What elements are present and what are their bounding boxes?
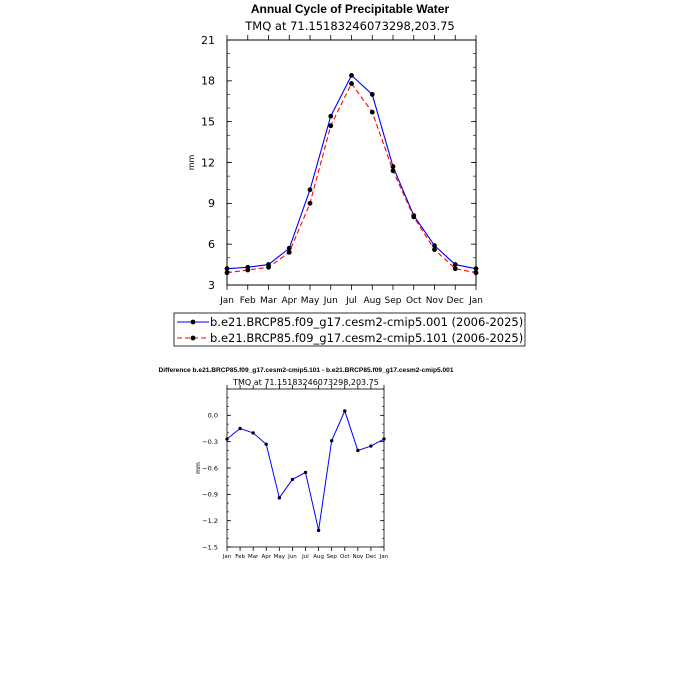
y-tick-label: −0.9 bbox=[202, 490, 218, 499]
x-tick-label: Feb bbox=[235, 554, 245, 560]
data-point-series-1 bbox=[453, 262, 458, 267]
data-point-series-2 bbox=[391, 168, 396, 173]
x-tick-label: Jan bbox=[379, 554, 389, 560]
x-tick-label: Dec bbox=[446, 296, 464, 306]
y-tick-label: −0.6 bbox=[202, 464, 218, 473]
data-point-series-1 bbox=[330, 439, 333, 442]
data-point-series-1 bbox=[225, 266, 230, 271]
x-tick-label: Aug bbox=[313, 554, 324, 560]
data-point-series-1 bbox=[356, 449, 359, 452]
data-point-series-1 bbox=[382, 437, 385, 440]
data-point-series-1 bbox=[251, 431, 254, 434]
data-point-series-2 bbox=[432, 247, 437, 252]
x-tick-label: Nov bbox=[425, 296, 444, 306]
x-tick-label: Nov bbox=[352, 554, 364, 560]
series-line-1 bbox=[227, 411, 384, 530]
x-tick-label: May bbox=[273, 554, 286, 560]
data-point-series-1 bbox=[343, 409, 346, 412]
y-tick-label: 18 bbox=[201, 74, 215, 88]
data-point-series-1 bbox=[304, 471, 307, 474]
x-tick-label: Mar bbox=[260, 296, 277, 306]
plot-frame bbox=[227, 389, 384, 547]
data-point-series-1 bbox=[474, 266, 479, 271]
data-point-series-2 bbox=[308, 201, 313, 206]
data-point-series-2 bbox=[245, 268, 250, 273]
data-point-series-1 bbox=[225, 437, 228, 440]
x-tick-label: Mar bbox=[247, 554, 259, 560]
main-chart-title: Annual Cycle of Precipitable Water bbox=[250, 2, 450, 16]
y-tick-label: 9 bbox=[208, 197, 215, 211]
x-tick-label: Jul bbox=[302, 554, 309, 560]
data-point-series-1 bbox=[238, 427, 241, 430]
data-point-series-1 bbox=[308, 187, 313, 192]
data-point-series-2 bbox=[328, 123, 333, 128]
y-tick-label: 6 bbox=[208, 238, 215, 252]
y-tick-label: 12 bbox=[201, 156, 215, 170]
x-tick-label: Aug bbox=[363, 296, 382, 306]
x-tick-label: Jun bbox=[323, 296, 338, 306]
data-point-series-1 bbox=[369, 444, 372, 447]
y-tick-label: 21 bbox=[201, 33, 215, 47]
legend-marker-series-2 bbox=[191, 336, 196, 341]
data-point-series-2 bbox=[287, 250, 292, 255]
data-point-series-2 bbox=[411, 215, 416, 220]
x-tick-label: Dec bbox=[365, 554, 377, 560]
main-plot-area bbox=[187, 34, 483, 306]
data-point-series-2 bbox=[225, 270, 230, 275]
data-point-series-1 bbox=[291, 478, 294, 481]
x-tick-label: Sep bbox=[326, 554, 337, 560]
y-tick-label: 0.0 bbox=[207, 411, 218, 420]
data-point-series-1 bbox=[370, 92, 375, 97]
x-tick-label: Feb bbox=[239, 296, 256, 306]
data-point-series-1 bbox=[328, 114, 333, 119]
x-tick-label: Jan bbox=[220, 296, 234, 306]
x-tick-label: Sep bbox=[384, 296, 402, 306]
x-tick-label: May bbox=[300, 296, 320, 306]
y-tick-label: −1.5 bbox=[202, 543, 218, 552]
data-point-series-1 bbox=[317, 529, 320, 532]
x-tick-label: Oct bbox=[405, 296, 422, 306]
data-point-series-2 bbox=[370, 110, 375, 115]
y-tick-label: −1.2 bbox=[202, 516, 218, 525]
legend-marker-series-1 bbox=[191, 320, 196, 325]
x-tick-label: Jun bbox=[288, 554, 297, 560]
legend bbox=[174, 313, 525, 346]
x-tick-label: Jul bbox=[346, 296, 357, 306]
legend-label-series-2: b.e21.BRCP85.f09_g17.cesm2-cmip5.101 (2006-2025) bbox=[210, 331, 524, 345]
x-tick-label: Apr bbox=[261, 554, 272, 560]
y-tick-label: 15 bbox=[201, 115, 215, 129]
data-point-series-1 bbox=[278, 496, 281, 499]
y-tick-label: 3 bbox=[208, 278, 215, 292]
data-point-series-2 bbox=[453, 266, 458, 271]
difference-chart-title: Difference b.e21.BRCP85.f09_g17.cesm2-cmip5.101 - b.e21.BRCP85.f09_g17.cesm2-cmip5.001 bbox=[158, 367, 454, 374]
x-tick-label: Jan bbox=[222, 554, 232, 560]
x-tick-label: Apr bbox=[281, 296, 298, 306]
y-axis-label: mm bbox=[195, 462, 202, 474]
legend-label-series-1: b.e21.BRCP85.f09_g17.cesm2-cmip5.001 (2006-2025) bbox=[210, 315, 524, 329]
y-axis-label: mm bbox=[187, 154, 196, 171]
data-point-series-1 bbox=[432, 243, 437, 248]
data-point-series-2 bbox=[474, 270, 479, 275]
data-point-series-2 bbox=[266, 265, 271, 270]
data-point-series-1 bbox=[287, 246, 292, 251]
data-point-series-1 bbox=[349, 73, 354, 78]
main-chart-subtitle: TMQ at 71.15183246073298,203.75 bbox=[245, 19, 455, 33]
x-tick-label: Jan bbox=[469, 296, 483, 306]
difference-chart-subtitle: TMQ at 71.15183246073298,203.75 bbox=[233, 378, 379, 387]
x-tick-label: Oct bbox=[339, 554, 350, 560]
series-line-2 bbox=[227, 84, 476, 273]
series-line-1 bbox=[227, 75, 476, 268]
data-point-series-2 bbox=[349, 81, 354, 86]
y-tick-label: −0.3 bbox=[202, 437, 218, 446]
difference-plot-area bbox=[195, 385, 389, 560]
data-point-series-1 bbox=[265, 443, 268, 446]
